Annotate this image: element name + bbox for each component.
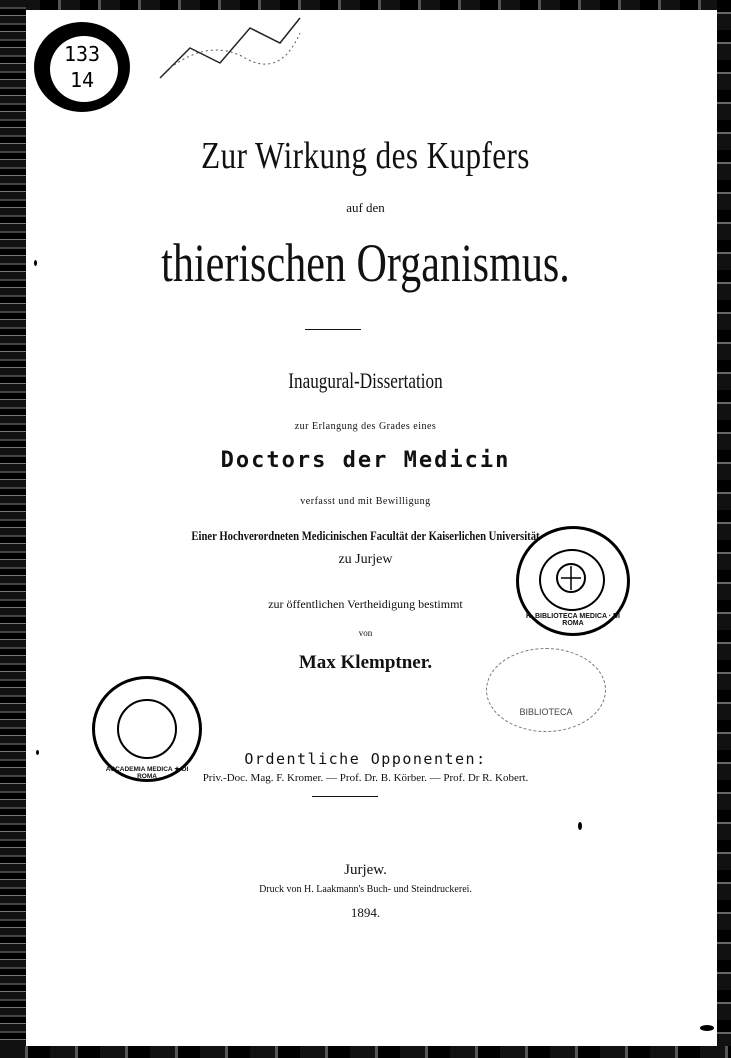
shelfmark-number-top: 133 — [63, 42, 101, 66]
scan-edge-left — [0, 0, 26, 1058]
accademia-medica-stamp — [92, 676, 202, 782]
faculty-line: Einer Hochverordneten Medicinischen Facultät der Kaiserlichen Universität — [191, 528, 540, 543]
scan-edge-right — [717, 0, 731, 1058]
scan-speck — [36, 750, 39, 755]
scan-edge-bottom — [0, 1046, 731, 1058]
opponents-heading: Ordentliche Opponenten: — [244, 750, 487, 768]
scan-speck — [578, 822, 582, 830]
imprint-printer: Druck von H. Laakmann's Buch- und Steindruckerei. — [259, 884, 472, 895]
faint-library-stamp — [486, 648, 606, 732]
biblioteca-medica-stamp — [516, 526, 630, 636]
title-line-1: Zur Wirkung des Kupfers — [201, 135, 530, 177]
library-shelfmark-stamp — [34, 22, 130, 112]
imprint-place: Jurjew. — [344, 862, 387, 878]
university-place: zu Jurjew — [338, 552, 393, 567]
faint-stamp-label: BIBLIOTECA — [519, 707, 573, 717]
author-name: Max Klemptner. — [298, 652, 433, 673]
title-line-2: thierischen Organismus. — [161, 233, 570, 293]
scan-edge-top — [0, 0, 731, 10]
dissertation-type: Inaugural-Dissertation — [288, 368, 443, 393]
biblioteca-emblem-icon — [549, 557, 593, 599]
by-line: von — [358, 628, 373, 638]
degree-name: Doctors der Medicin — [220, 448, 511, 473]
opponents-divider — [312, 796, 378, 797]
title-divider — [305, 329, 361, 330]
shelfmark-number-bottom: 14 — [69, 68, 95, 92]
accademia-medica-label: ACCADEMIA MEDICA ★ DI ROMA — [105, 766, 189, 780]
title-connector: auf den — [346, 200, 385, 215]
scan-speck — [34, 260, 37, 266]
scan-speck — [700, 1025, 714, 1031]
torn-paper-mark — [150, 8, 310, 88]
opponents-names: Priv.-Doc. Mag. F. Kromer. — Prof. Dr. B. Körber. — Prof. Dr R. Kobert. — [202, 772, 529, 784]
imprint-year: 1894. — [350, 905, 381, 920]
defence-line: zur öffentlichen Vertheidigung bestimmt — [268, 597, 463, 611]
biblioteca-medica-label: R. BIBLIOTECA MEDICA · DI ROMA — [526, 613, 620, 627]
approval-line: verfasst und mit Bewilligung — [300, 496, 431, 507]
degree-purpose: zur Erlangung des Grades eines — [294, 421, 437, 432]
